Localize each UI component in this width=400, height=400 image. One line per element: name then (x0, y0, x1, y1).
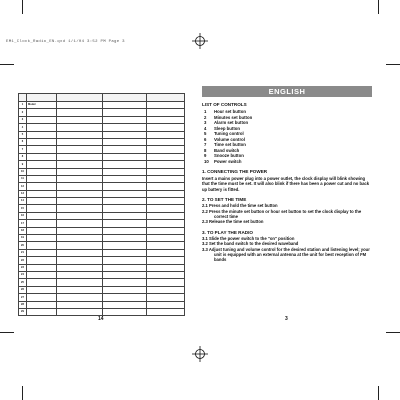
table-cell (103, 153, 147, 160)
table-cell (103, 212, 147, 219)
table-cell (147, 161, 185, 168)
table-cell: 14 (19, 198, 27, 205)
table-cell (147, 301, 185, 308)
table-cell (27, 301, 57, 308)
table-cell: 25 (19, 279, 27, 286)
list-item: 1 Hour set button (204, 109, 246, 114)
table-row (19, 212, 185, 219)
table-cell (103, 116, 147, 123)
page-number-right: 3 (285, 316, 288, 322)
table-cell (57, 249, 103, 256)
table-cell (103, 235, 147, 242)
table-cell (103, 175, 147, 182)
table-cell (147, 308, 185, 315)
table-cell (27, 153, 57, 160)
table-cell (103, 168, 147, 175)
table-cell (103, 294, 147, 301)
table-cell (147, 183, 185, 190)
table-cell (147, 175, 185, 182)
table-cell (147, 279, 185, 286)
controls-title: LIST OF CONTROLS (202, 102, 247, 107)
table-cell (27, 308, 57, 315)
table-cell (57, 175, 103, 182)
table-cell (103, 271, 147, 278)
table-row (19, 161, 185, 168)
table-cell (57, 153, 103, 160)
table-cell (103, 205, 147, 212)
table-cell (27, 109, 57, 116)
left-page (18, 86, 184, 314)
crop-mark (0, 64, 14, 65)
table-cell (103, 286, 147, 293)
table-cell (147, 131, 185, 138)
table-cell (57, 116, 103, 123)
table-row (19, 190, 185, 197)
table-cell (147, 138, 185, 145)
table-cell: 4 (19, 124, 27, 131)
table-cell (57, 138, 103, 145)
list-item: 3 Alarm set button (204, 120, 249, 125)
column-header (147, 94, 185, 102)
table-cell (57, 198, 103, 205)
list-item: 8 Band switch (204, 147, 240, 153)
step-item: 2.1 Press and hold the time set button (202, 203, 278, 209)
table-cell (147, 198, 185, 205)
table-cell (27, 286, 57, 293)
table-cell (103, 279, 147, 286)
table-cell (103, 257, 147, 264)
list-item: 7 Time set button (204, 142, 246, 147)
column-header (57, 94, 103, 102)
table-cell (27, 190, 57, 197)
table-cell (147, 294, 185, 301)
table-cell (27, 235, 57, 242)
table-cell (57, 161, 103, 168)
table-cell (57, 220, 103, 227)
table-cell (103, 102, 147, 109)
table-cell (147, 286, 185, 293)
crop-mark (378, 0, 379, 14)
table-cell (57, 257, 103, 264)
table-row (19, 131, 185, 138)
table-cell (57, 102, 103, 109)
table-cell (57, 205, 103, 212)
table-cell (147, 220, 185, 227)
table-cell (27, 168, 57, 175)
table-cell (147, 168, 185, 175)
table-row (19, 146, 185, 153)
crop-mark (22, 386, 23, 400)
table-cell: 16 (19, 212, 27, 219)
table-cell (147, 271, 185, 278)
table-cell (57, 301, 103, 308)
table-cell (147, 212, 185, 219)
table-cell (27, 124, 57, 131)
table-cell: 27 (19, 294, 27, 301)
table-row (19, 294, 185, 301)
table-cell: 2 (19, 109, 27, 116)
table-cell: 28 (19, 301, 27, 308)
crop-mark (0, 332, 14, 333)
step-item: 3.3 Adjust tuning and volume control for the desired station and listening level; your unit is equipped with an external antenna at the unit for best reception of FM bands (202, 246, 370, 263)
table-cell (57, 168, 103, 175)
table-cell (27, 116, 57, 123)
table-row (19, 271, 185, 278)
table-cell: 9 (19, 161, 27, 168)
table-cell: 3 (19, 116, 27, 123)
table-row (19, 205, 185, 212)
table-row (19, 198, 185, 205)
right-page (202, 86, 372, 263)
table-caption (18, 86, 184, 91)
table-cell (27, 227, 57, 234)
table-cell (103, 301, 147, 308)
table-cell (27, 264, 57, 271)
table-cell (27, 257, 57, 264)
table-row (19, 153, 185, 160)
list-item: 4 Sleep button (204, 125, 241, 131)
table-cell: 1 (19, 102, 27, 109)
table-header-row (19, 94, 185, 102)
table-cell: Model (27, 102, 57, 109)
table-cell (57, 190, 103, 197)
table-cell (27, 131, 57, 138)
table-cell (27, 271, 57, 278)
table-row (19, 308, 185, 315)
table-row (19, 109, 185, 116)
table-cell (147, 124, 185, 131)
list-item: 5 Tuning control (204, 131, 244, 136)
table-cell (103, 190, 147, 197)
table-row (19, 138, 185, 145)
step-item: 3.1 Slide the power switch to the "on" position (202, 235, 295, 241)
spec-table (18, 93, 185, 316)
table-cell (57, 227, 103, 234)
column-header (103, 94, 147, 102)
crop-mark (22, 0, 23, 14)
table-cell: 17 (19, 220, 27, 227)
registration-mark-bottom (192, 346, 208, 362)
table-cell (27, 279, 57, 286)
list-item: 2 Minutes set button (204, 114, 253, 120)
table-cell (57, 264, 103, 271)
list-item: 6 Volume control (204, 136, 245, 142)
table-cell (27, 205, 57, 212)
table-cell (147, 109, 185, 116)
table-cell (57, 109, 103, 116)
controls-list (204, 109, 372, 164)
table-cell (103, 109, 147, 116)
table-cell: 7 (19, 146, 27, 153)
table-cell (147, 190, 185, 197)
section-text-power: Insert a mains power plug into a power outlet, the clock display will blink showing that the time must be set. It will also blink if there has been a power cut and no back up battery is fitted. (202, 176, 370, 192)
column-header (19, 94, 27, 102)
table-cell (57, 294, 103, 301)
table-row (19, 257, 185, 264)
table-cell (103, 198, 147, 205)
table-cell (57, 242, 103, 249)
table-cell (147, 153, 185, 160)
column-header (27, 94, 57, 102)
table-row (19, 264, 185, 271)
crop-mark (386, 332, 400, 333)
table-cell: 13 (19, 190, 27, 197)
table-row (19, 116, 185, 123)
table-cell (103, 124, 147, 131)
table-row (19, 279, 185, 286)
table-cell: 20 (19, 242, 27, 249)
table-cell: 5 (19, 131, 27, 138)
table-cell (103, 242, 147, 249)
section-title-set-time: 2. TO SET THE TIME (202, 197, 247, 203)
print-slug: EM1_Clock_Radio_EN.qxd 1/1/04 3:52 PM Page 3 (6, 40, 125, 44)
table-cell (103, 146, 147, 153)
table-cell (147, 146, 185, 153)
table-cell (103, 220, 147, 227)
table-cell: 29 (19, 308, 27, 315)
table-cell (27, 249, 57, 256)
table-cell (27, 146, 57, 153)
table-cell: 19 (19, 235, 27, 242)
table-cell (57, 183, 103, 190)
list-item: 9 Snooze button (204, 153, 244, 158)
table-cell (147, 102, 185, 109)
registration-mark-top (192, 33, 208, 49)
table-cell (147, 116, 185, 123)
table-cell (103, 227, 147, 234)
table-cell: 23 (19, 264, 27, 271)
table-cell: 24 (19, 271, 27, 278)
table-cell (27, 294, 57, 301)
step-item: 2.3 Release the time set button (202, 219, 264, 225)
table-cell (147, 264, 185, 271)
table-row (19, 227, 185, 234)
table-cell: 10 (19, 168, 27, 175)
table-row (19, 102, 185, 109)
list-item: 10 Power switch (204, 158, 242, 164)
table-cell: 12 (19, 183, 27, 190)
table-cell (147, 235, 185, 242)
table-row (19, 168, 185, 175)
table-cell (57, 212, 103, 219)
table-cell (27, 175, 57, 182)
table-cell (147, 205, 185, 212)
table-cell (27, 212, 57, 219)
table-cell: 15 (19, 205, 27, 212)
table-cell: 26 (19, 286, 27, 293)
crop-mark (386, 64, 400, 65)
step-item: 2.2 Press the minute set button or hour set button to set the clock display to the correct time (202, 208, 362, 220)
table-cell (57, 235, 103, 242)
table-row (19, 286, 185, 293)
table-cell (147, 249, 185, 256)
table-cell: 6 (19, 138, 27, 145)
table-cell: 21 (19, 249, 27, 256)
section-title-power: 1. CONNECTING THE POWER (202, 169, 268, 174)
table-row (19, 242, 185, 249)
table-cell (103, 138, 147, 145)
crop-mark (378, 386, 379, 400)
table-cell (147, 227, 185, 234)
table-row (19, 235, 185, 242)
language-banner: ENGLISH (202, 86, 372, 97)
table-cell (103, 161, 147, 168)
table-cell (103, 264, 147, 271)
table-cell: 18 (19, 227, 27, 234)
table-cell: 22 (19, 257, 27, 264)
table-row (19, 124, 185, 131)
table-cell (103, 131, 147, 138)
table-cell (103, 308, 147, 315)
table-cell (57, 131, 103, 138)
table-cell (57, 286, 103, 293)
table-cell (147, 242, 185, 249)
table-cell (57, 124, 103, 131)
table-cell (57, 146, 103, 153)
step-item: 3.2 Set the band switch to the desired waveband (202, 241, 299, 247)
table-cell (27, 138, 57, 145)
table-cell (27, 220, 57, 227)
table-cell (27, 161, 57, 168)
table-cell (27, 242, 57, 249)
table-row (19, 301, 185, 308)
table-cell: 11 (19, 175, 27, 182)
table-cell: 8 (19, 153, 27, 160)
table-cell (57, 271, 103, 278)
table-row (19, 249, 185, 256)
table-row (19, 220, 185, 227)
table-row (19, 175, 185, 182)
table-cell (103, 183, 147, 190)
spec-table-body (19, 102, 185, 316)
page-number-left: 14 (98, 316, 104, 322)
section-title-radio: 3. TO PLAY THE RADIO (202, 229, 253, 235)
table-cell (27, 198, 57, 205)
table-cell (57, 308, 103, 315)
table-cell (57, 279, 103, 286)
table-row (19, 183, 185, 190)
table-cell (147, 257, 185, 264)
table-cell (103, 249, 147, 256)
table-cell (27, 183, 57, 190)
